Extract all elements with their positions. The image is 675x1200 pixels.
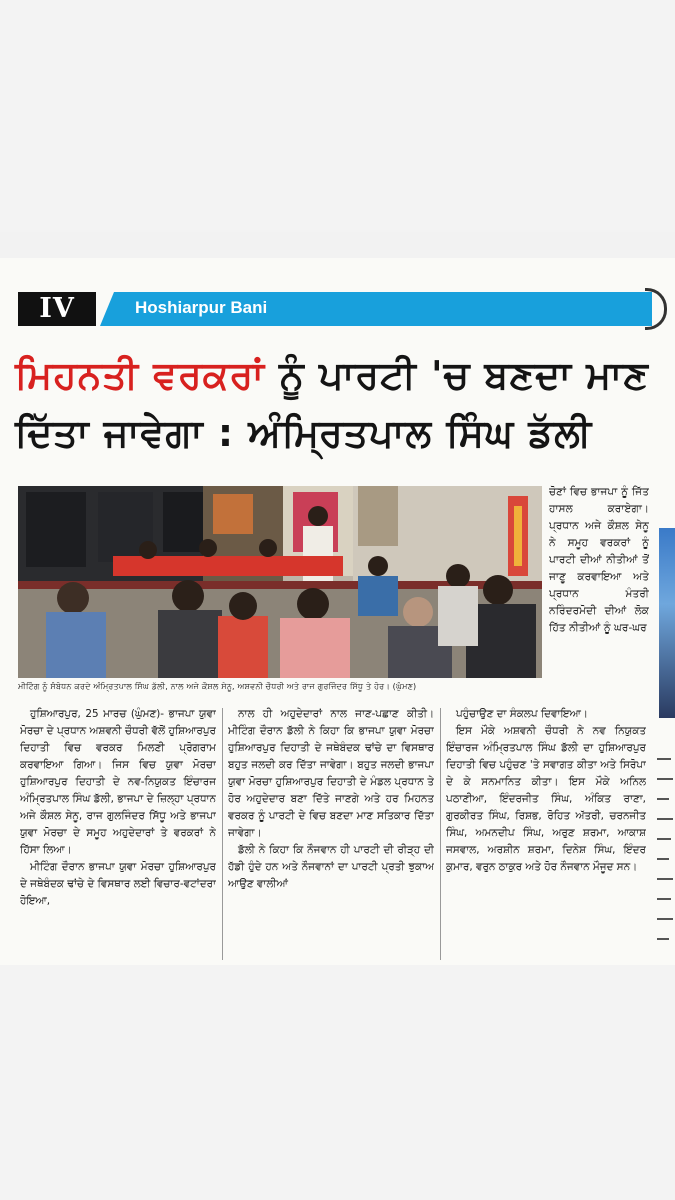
page-curl-mark <box>645 288 667 330</box>
body-paragraph: ਪਹੁੰਚਾਉਣ ਦਾ ਸੰਕਲਪ ਦਿਵਾਇਆ। <box>456 708 588 720</box>
body-column-1 <box>20 706 216 961</box>
headline-black-part: ਨੂੰ ਪਾਰਟੀ 'ਚ ਬਣਦਾ ਮਾਣ <box>264 353 649 397</box>
adjacent-text-line <box>657 778 673 780</box>
meeting-photo-icon <box>18 486 542 678</box>
bottom-margin <box>0 965 675 1200</box>
headline-line-1 <box>15 350 649 400</box>
adjacent-text-line <box>657 918 673 920</box>
photo-caption: ਮੀਟਿੰਗ ਨੂੰ ਸੰਬੋਧਨ ਕਰਦੇ ਅੰਮ੍ਰਿਤਪਾਲ ਸਿੰਘ ਡੱਲੀ, ਨਾਲ ਅਜੇ ਕੌਸ਼ਲ ਸੇਨੂ, ਅਸ਼ਵਨੀ ਚੌਧਰੀ ਅਤੇ ਰਾਜ ਗੁਰਜਿੰਦਰ ਸਿੱਧੂ ਤੇ ਹੋਰ। (ਘੁੰਮਣ) <box>18 682 417 691</box>
body-paragraph: ਹੁਸ਼ਿਆਰਪੁਰ, 25 ਮਾਰਚ (ਘੁੰਮਣ)- ਭਾਜਪਾ ਯੁਵਾ ਮੋਰਚਾ ਦੇ ਪ੍ਰਧਾਨ ਅਸ਼ਵਨੀ ਚੌਧਰੀ ਵੱਲੋਂ ਹੁਸ਼ਿਆਰਪੁਰ ਦਿਹਾਤੀ ਵਿਚ ਵਰਕਰ ਮਿਲਣੀ ਪ੍ਰੋਗਰਾਮ ਕਰਵਾਇਆ ਗਿਆ। ਜਿਸ ਵਿਚ ਯੁਵਾ ਮੋਰਚਾ ਹੁਸ਼ਿਆਰਪੁਰ ਦਿਹਾਤੀ ਦੇ ਨਵ-ਨਿਯੁਕਤ ਇੰਚਾਰਜ ਅੰਮ੍ਰਿਤਪਾਲ ਸਿੰਘ ਡੱਲੀ, ਭਾਜਪਾ ਦੇ ਜ਼ਿਲ੍ਹਾ ਪ੍ਰਧਾਨ ਅਜੇ ਕੌਸ਼ਲ ਸੇਨੂ, ਰਾਜ ਗੁਲਜਿੰਦਰ ਸਿੱਧੂ ਅਤੇ ਭਾਜਪਾ ਯੁਵਾ ਮੋਰਚਾ ਦੇ ਸਮੂਹ ਅਹੁਦੇਦਾਰਾਂ ਤੇ ਵਰਕਰਾਂ ਨੇ ਹਿੱਸਾ ਲਿਆ। <box>20 708 216 856</box>
adjacent-photo <box>659 528 675 718</box>
adjacent-text-line <box>657 818 673 820</box>
adjacent-text-line <box>657 938 669 940</box>
column-divider <box>222 708 223 960</box>
column-divider <box>440 708 441 960</box>
top-margin <box>0 0 675 232</box>
body-paragraph: ਡੱਲੀ ਨੇ ਕਿਹਾ ਕਿ ਨੌਜਵਾਨ ਹੀ ਪਾਰਟੀ ਦੀ ਰੀੜ੍ਹ ਦੀ ਹੱਡੀ ਹੁੰਦੇ ਹਨ ਅਤੇ ਨੌਜਵਾਨਾਂ ਦਾ ਪਾਰਟੀ ਪ੍ਰਤੀ ਝੁਕਾਅ ਆਉਣ ਵਾਲੀਆਂ <box>228 844 434 890</box>
right-column-text: ਚੋਣਾਂ ਵਿਚ ਭਾਜਪਾ ਨੂੰ ਜਿੱਤ ਹਾਸਲ ਕਰਾਏਗਾ। ਪ੍ਰਧਾਨ ਅਜੇ ਕੌਸ਼ਲ ਸੇਨੂ ਨੇ ਸਮੂਹ ਵਰਕਰਾਂ ਨੂੰ ਪਾਰਟੀ ਦੀਆਂ ਨੀਤੀਆਂ ਤੋਂ ਜਾਣੂ ਕਰਵਾਇਆ ਅਤੇ ਪ੍ਰਧਾਨ ਮੰਤਰੀ ਨਰਿੰਦਰਮੋਦੀ ਦੀਆਂ ਲੋਕ ਹਿੱਤ ਨੀਤੀਆਂ ਨੂੰ ਘਰ-ਘਰ <box>549 486 649 634</box>
adjacent-text-line <box>657 838 671 840</box>
section-name: Hoshiarpur Bani <box>135 298 268 317</box>
adjacent-article-strip <box>653 338 675 965</box>
adjacent-text-line <box>657 878 673 880</box>
newspaper-clipping <box>0 258 675 965</box>
adjacent-text-line <box>657 798 669 800</box>
adjacent-text-line <box>657 858 669 860</box>
adjacent-text-line <box>657 898 671 900</box>
section-number-badge: IV <box>18 292 96 326</box>
body-paragraph: ਮੀਟਿੰਗ ਦੌਰਾਨ ਭਾਜਪਾ ਯੁਵਾ ਮੋਰਚਾ ਹੁਸ਼ਿਆਰਪੁਰ ਦੇ ਜਥੇਬੰਦਕ ਢਾਂਚੇ ਦੇ ਵਿਸਥਾਰ ਲਈ ਵਿਚਾਰ-ਵਟਾਂਦਰਾ ਹੋਇਆ, <box>20 861 216 907</box>
body-paragraph: ਇਸ ਮੌਕੇ ਅਸ਼ਵਨੀ ਚੌਧਰੀ ਨੇ ਨਵ ਨਿਯੁਕਤ ਇੰਚਾਰਜ ਅੰਮ੍ਰਿਤਪਾਲ ਸਿੰਘ ਡੱਲੀ ਦਾ ਹੁਸ਼ਿਆਰਪੁਰ ਦਿਹਾਤੀ ਵਿਚ ਪਹੁੰਚਣ 'ਤੇ ਸਵਾਗਤ ਕੀਤਾ ਅਤੇ ਸਿਰੋਪਾ ਦੇ ਕੇ ਸਨਮਾਨਿਤ ਕੀਤਾ। ਇਸ ਮੌਕੇ ਅਨਿਲ ਪਠਾਣੀਆ, ਇੰਦਰਜੀਤ ਸਿੰਘ, ਅੰਕਿਤ ਰਾਣਾ, ਗੁਰਕੀਰਤ ਸਿੰਘ, ਰਿਸ਼ਭ, ਰੋਹਿਤ ਅੱਤਰੀ, ਚਰਨਜੀਤ ਸਿੰਘ, ਅਮਨਦੀਪ ਸਿੰਘ, ਅਰੁਣ ਸ਼ਰਮਾ, ਆਕਾਸ਼ ਜਸਵਾਲ, ਅਰਸ਼ੀਨ ਸ਼ਰਮਾ, ਦਿਨੇਸ਼ ਸਿੰਘ, ਇੰਦਰ ਕੁਮਾਰ, ਵਰੁਨ ਠਾਕੁਰ ਅਤੇ ਹੋਰ ਨੌਜਵਾਨ ਮੌਜੂਦ ਸਨ। <box>446 725 646 873</box>
headline-red-part: ਮਿਹਨਤੀ ਵਰਕਰਾਂ <box>15 353 265 397</box>
headline-line-2: ਦਿੱਤਾ ਜਾਵੇਗਾ : ਅੰਮ੍ਰਿਤਪਾਲ ਸਿੰਘ ਡੱਲੀ <box>15 411 593 455</box>
body-column-3 <box>446 706 646 961</box>
body-column-2 <box>228 706 434 961</box>
body-paragraph: ਨਾਲ ਹੀ ਅਹੁਦੇਦਾਰਾਂ ਨਾਲ ਜਾਣ-ਪਛਾਣ ਕੀਤੀ। ਮੀਟਿੰਗ ਦੌਰਾਨ ਡੱਲੀ ਨੇ ਕਿਹਾ ਕਿ ਭਾਜਪਾ ਯੁਵਾ ਮੋਰਚਾ ਹੁਸ਼ਿਆਰਪੁਰ ਦਿਹਾਤੀ ਦੇ ਜਥੇਬੰਦਕ ਢਾਂਚੇ ਦਾ ਵਿਸਥਾਰ ਬਹੁਤ ਜਲਦੀ ਕਰ ਦਿੱਤਾ ਜਾਵੇਗਾ। ਬਹੁਤ ਜਲਦੀ ਭਾਜਪਾ ਯੁਵਾ ਮੋਰਚਾ ਹੁਸ਼ਿਆਰਪੁਰ ਦਿਹਾਤੀ ਦੇ ਮੰਡਲ ਪ੍ਰਧਾਨ ਤੇ ਹੋਰ ਅਹੁਦੇਦਾਰ ਬਣਾ ਦਿੱਤੇ ਜਾਣਗੇ ਅਤੇ ਹਰ ਮਿਹਨਤ ਵਰਕਰ ਨੂੰ ਪਾਰਟੀ ਦੇ ਵਿਚ ਬਣਦਾ ਮਾਣ ਸਤਿਕਾਰ ਦਿੱਤਾ ਜਾਵੇਗਾ। <box>228 708 434 839</box>
adjacent-text-line <box>657 758 671 760</box>
meeting-photo <box>18 486 542 678</box>
